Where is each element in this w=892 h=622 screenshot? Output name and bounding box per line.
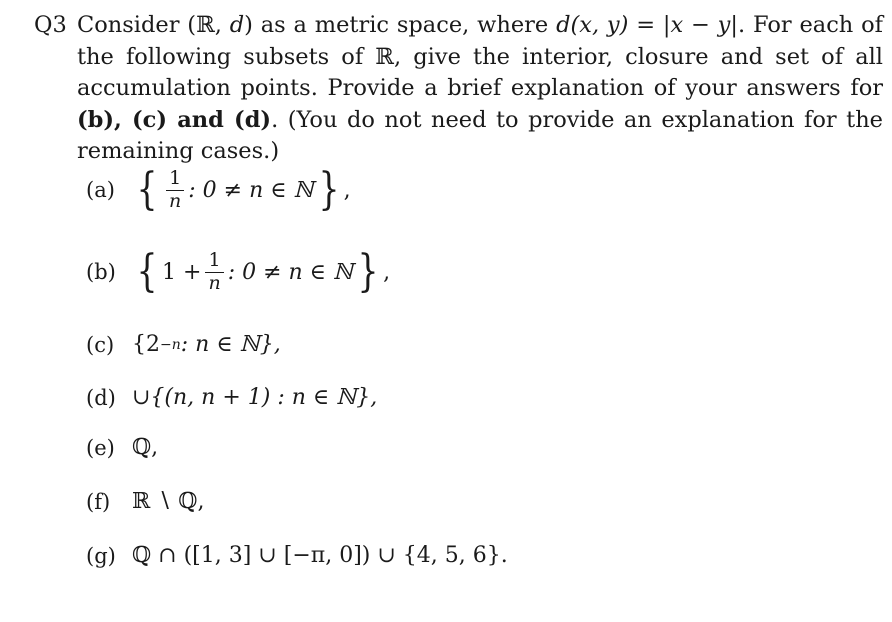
open-brace: { [136,246,158,298]
close-brace: } [318,164,340,216]
part-g [86,543,508,568]
exponent: −n [160,336,181,353]
question-label: Q3 [34,12,67,38]
part-e-expression: ℚ, [132,435,159,460]
part-f [86,489,204,514]
lead-term: 1 + [162,259,202,285]
part-a-expression [132,164,351,216]
part-c-expression [132,332,281,357]
open-brace: { [136,164,158,216]
question-text-part-4: . (You do not need to provide an explanation for the remaining cases.) [77,106,883,164]
part-c-label: (c) [86,332,115,357]
base: {2 [132,332,160,357]
part-d [86,385,377,410]
part-d-expression: ∪{(n, n + 1) : n ∈ ℕ}, [132,385,378,410]
metric-definition: d(x, y) = |x − y| [556,12,738,38]
question-text-part-2: ) as a metric space, where [244,12,557,38]
numerator: 1 [169,167,182,189]
denominator: n [166,190,184,213]
question-text-part-1: Consider (ℝ, [77,12,230,38]
metric-symbol: d [229,12,245,38]
part-a [86,164,351,216]
numerator: 1 [208,249,221,271]
set-condition: : n ∈ ℕ}, [180,332,281,357]
question-row [34,10,884,168]
set-condition: : 0 ≠ n ∈ ℕ [188,177,314,203]
denominator: n [205,272,223,295]
part-b [86,246,391,298]
fraction [166,168,184,213]
close-brace: } [357,246,379,298]
part-f-label: (f) [86,489,111,514]
punctuation: , [383,259,391,285]
fraction [205,250,223,295]
part-d-label: (d) [86,385,116,410]
explanation-parts: (b), (c) and (d) [77,106,272,133]
part-a-label: (a) [86,178,115,203]
part-b-label: (b) [86,260,116,285]
set-condition: : 0 ≠ n ∈ ℕ [227,259,354,285]
part-g-expression: ℚ ∩ ([1, 3] ∪ [−π, 0]) ∪ {4, 5, 6}. [132,543,508,568]
part-f-expression: ℝ ∖ ℚ, [132,489,205,514]
question-text-part-3: . For each of the following subsets of ℝ, give the interior, closure and set of all accumulation points. Provide a brief explanation of your answers for [77,12,883,101]
punctuation: , [343,177,351,203]
part-e [86,435,158,460]
part-g-label: (g) [86,543,116,568]
question-text [77,10,883,168]
part-b-expression [132,246,391,298]
question-block [34,10,884,168]
part-e-label: (e) [86,435,115,460]
part-c [86,332,281,357]
